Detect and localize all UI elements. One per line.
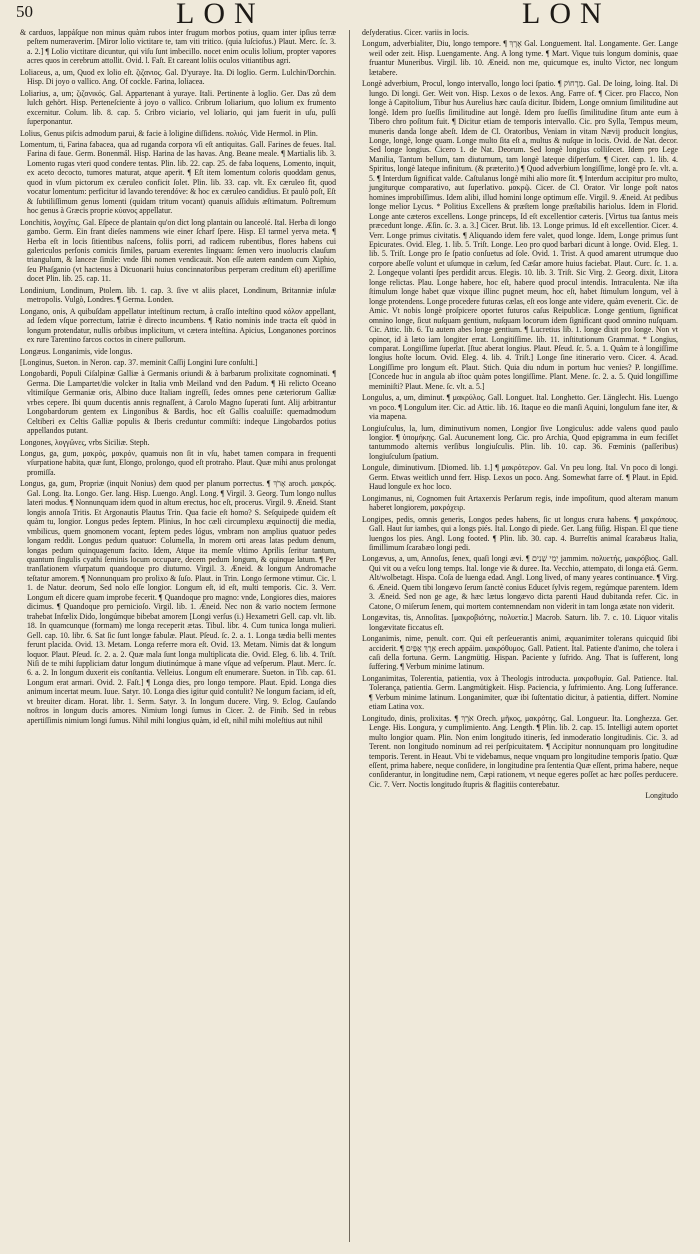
entry-paragraph: Loliarius, a, um; ζιζανικός. Gal. Appartenant à yuraye. Itali. Pertinente à loglio. Ger. Das zů dem lulch gehört. Hisp. Perteneſciente à joyo o vallico. Cribrum loliarium, quo lolium ex frumento excernitur. Colum. lib. 8. cap. 5. Cribro viciario, vel loliario, qui jam fuerit in uſu, pulſi ſuperponantur. [20,88,336,127]
page-number: 50 [16,2,33,21]
entry-paragraph: Longæus. Longanimis, vide longus. [20,346,133,356]
entry-paragraph: Loliaceus, a, um, Quod ex lolio eſt. ζιζανιος. Gal. D'yuraye. Ita. Di loglio. Germ. Lulchin/Dorchin. Hisp. Di joyo o vallico. Ang. Of cockle. Farina, loliacea. [20,67,336,87]
entry-paragraph: Longobardi, Populi Ciſalpinæ Galliæ à Germanis oriundi & à barbarum prolixitate cognominati. ¶ Germa. Die Lampartet/die volcker in Italia vmb Meiland vnd den Padum. ¶ Hi relicto Oceano vltimiſque Germaniæ oris, Albino duce Italiam ingreſſi, ſedes omnes pene cæteriorum Galliæ vrbes cepere. Ibi quum ducentis annis regnaſſent, à Carolo Magno ſuperati ſunt. Alij arbitrantur Longobardorum gentem ex Lingonibus & Bardis, hoc eſt Gallis coaluiſſe: quemadmodum Celtiberi ex Celtis Galliæ populis & Iberis creduntur commiſti: indeque Lingobardos potius appellandos putant. [20,369,336,436]
entry-paragraph: Lonchitis, λογχῖτις. Gal. Eſpece de plantain qu'on dict long plantain ou lanceolé. Ital. Herba di longo gambo. Germ. Ein frant dieſes nammens wie einer ſcharf ſpere. Hisp. El tarmel yerva meta. ¶ Herba eſt in locis ſitientibus naſcens, foliis porri, ad radicem rubentibus, flores habens cui galericulos perſonis comicis ſimiles, paruam exerentes linguam: ſemen vero inuolucris clauſum triangulum, & lanceæ ſimile: vnde ſibi nomen vendicauit. Non eſſe autem eandem cum Xiphio, ſeu Phaſganio (vt hactenus à Dicuonarii huius concinnatoribus perperam creditum eſt) aperiſſime docet Plin. lib. 25. cap. 11. [20,217,336,284]
entry-paragraph: Longimanus, ni, Cognomen fuit Artaxerxis Perſarum regis, inde impoſitum, quod alteram manum haberet longiorem, μακρόχειρ. [362,493,678,513]
catchword: Longitudo [645,791,678,801]
entry-paragraph: Longævus, a, um, Annoſus, ſenex, quaſi longi ævi. ¶ יְמֵי שָׁנִים jammim. πολυετής, μακρόβιος. Gall. Qui vit ou a veſcu long temps. Ital. longe vie & duree. Ita. Vecchio, attempato, di longa etá. Germ. Alt/wolbetagt. Hispa. Coſa de luenga edad. Angl. Long lived, of many yeares continuance. ¶ Virg. 6. Æneid. Quem tibi longævo ſerum ſanctè conius Educet ſylvis regem, regúmque parentem. Idem 3. Æneid. Sed non ge age, & hæc lætus longævo dicta parenti Haud dubitanda refer. Cic. in Catone, O miſerum ſenem, qui mortem contemnendam non viderit in tam longa ætate non viderit. [362,554,678,611]
entry-paragraph: Lomentum, ti, Farina fabacea, qua ad ruganda corpora vſi eſt antiquitas. Gall. Farines de feues. Ital. Farina di faue. Germ. Bonenmál. Hisp. Harina de las havas. Ang. Beane meale. ¶ Martialis lib. 3. Lomento rugas vteri quod condere tentas. Plin. lib. 22. cap. 25. de faba loquens, Lomento, inquit, ex aceto decocto, tumores maturat, atque aperit. ¶ Eſt item lomentum coloris quoddam genus, quod in vſum pictorum ex cæruleo conficit ſolet. Plin. lib. 33. cap. vlt. Ex cæruleo fit, quod vocatur lomentum: perficitur id lavando terendóve: & hoc ex cæruleo candidius. Et paulò poſt, Eſt & ſubtiliſſimum genus lomenti (quidam tritum vocant) quanuis aſſiduis æſtimatum. Poſtremum hoc genus à Græcis proprie κύανος appellatur. [20,139,336,216]
entry-paragraph: Longus, ga, gum, Propriæ (inquit Nonius) dem quod per planum porrectus. ¶ אָרֹךְ aroch. μακρός. Gal. Long. Ita. Longo. Ger. lang. Hisp. Luengo. Angl. Long. ¶ Virgil. 3. Georg. Tum longo nullus lateri modus. ¶ Nonnunquam idem quod in altum erectus, hoc eſt, procerus. Virgil. 9. Æneid. Stant longis annoſa Tritis. Et Argonautis Plautus Trin. Qua facie eſt homo? S. Seſquipede quidem eſt quàm tu, longior. Longus pedes ſeptem. Plinius, In hoc cæli circumplexu æquinoctij die media, vmbilicus, quem gnomonem vocant, ſeptem pedes lógus, vmbram non amplius quatuor pedes longam reddit. Longus pedum quatuor: Columella, In morem orti areas latas pedum denum, longas pedum quinquagenum facito. Idem, Atque ita memſe vltimo Aprilis ſeritur tantum, quantum ſingulis cyathi ſeminis locum occupare, decem pedum longum, & quinque latum. ¶ Per tranſlationem vſurpatum quandoque pro diuturno. Virgil. 3. Æneid. & longum Andromache teſtatur amorem. ¶ Nonnunquam pro prolixo & ſuſo. Plaut. in Trin. Longo ſermone vtimur. Cic. l. 1. de Natur. deorum, Sed nolo eſſe longior. Longum eſt, id eſt, multi temporis. Cic. 3. Verr. Longum eſt dicere quam improbe fecerit. ¶ Quandoque pro magno: vnde, Longiores dies, maiores dicimus. ¶ Quandoque pro pernicioſo. Virgil. lib. 1. Æneid. Nec non & vario noctem ſermone trahebat Infœlix Dido, longúmque bibebat amorem [Longi verſus (i.) Hexametri Gell. cap. vlt. lib. 18. In quamcunque (formam) me longa receperit ætas. Tibul. libr. 4. Cum tunica longa mulieri. Gell. cap. 10. libr. 6. Sat ſic ſunt longæ fabulæ. Plaut. Pſeud. ſc. 2. a. 1. Longa tædia belli mentes ferunt placida. Ovid. 13. Metam. Longa referre mora eſt. Ovid. 13. Metam. Nimis dat & longum loquor. Plaut. Pſeud. ſc. 2. a. 2. Quæ mala ſunt longa multiplicata die. Ovid. Eleg. 6. lib. 4. Triſt. Niſi de te mihi ſuppliciam datur longum diutinúmque à mane vſque ad veſperum. Plaut. Merc. ſc. 6. a. 2. In longum duxerit eis conſtantia. Velleius. Longum eſt enumerare. Sueton. in Tib. cap. 61. Longum erat armari. Ovid. 2. Faſt.] ¶ Longa dies, pro longo tempore. Plaut. Epid. Longa dies animum incertat meum. Iuue. Satyr. 10. Longa dies igitur quid contulit? Ne longum faciam, id eſt, vt breuiter dicam. Horat. libr. 1. Serm. Satyr. 3. In longum ducere. Virg. 9. Eclog. Cauſando noſtros in longum ducis amores. Nimium longi ſumus in Cicer. 2. de Finib. Sed in rebus apertiſſimis nimium longi ſumus. Nihil mihi longius quàm, id eſt, nihil mihi moleſtius aut nihil [20,479,336,725]
entry-paragraph: Longule, diminutivum. [Diomed. lib. 1.] ¶ μακρότερον. Gal. Vn peu long. Ital. Vn poco di longi. Germ. Etwas weitlich unnd ferr. Hisp. Lexos un poco. Ang. Somewhat farre of. ¶ Plaut. in Epid. Haud longule ex hoc loco. [362,463,678,492]
running-head-left: LON [176,0,265,30]
entry-paragraph: Longanimitas, Tolerentia, patientia, vox à Theologis introducta. μακροθυμία. Gal. Patience. Ital. Tolerança, patientia. Germ. Langmütigkeit. Hisp. Paciencia, y ſufrimiento. Ang. Long ſufferance. ¶ Verbum minime latinum. Longanimiter, quæ ibi ſuſtentatio dicitur, à patientia, differt. Nomine etiam Latina vox. [362,673,678,712]
entry-paragraph: Longè adverbium, Procul, longo intervallo, longo loci ſpatio. ¶ מֵרָחוֹק. Gal. De loing, loing. Ital. Di lungo. Di longi. Ger. Weit von. Hisp. Lexos o de lexos. Ang. Farre of. ¶ Cicer. pro Flacco, Non longe à Capitolium, Tibur hus Aurelius hæc cauſa dicitur. Ibidem, Longe omnium ſimilitudine aut longè. Idem pro ſueſſis ſimilitudine aut longè. Idem pro ſueſſis ſimilitudine ſitum ante eum à Tibero chro poſitum fuit. ¶ Dicitur etiam de temporis intervallo. Cic. pro Sylla, Tempus meum, muneris danda longe abeſt. Idem de Cl. Oratoribus, Veniam in vitam Nævij producit longius, Longe, longè, longe quam. Longe multo ſita eſt a, multus & nuſque in locis. Ovid. de Nat. decor. Sed longe longius. Cicero 1. de Nat. Deorum. Sed longè longius colliſecet. Idem pro Lege Manilia, Tantum bellum, tam diuturnum, tam longè lateque diſperſum. ¶ Cicer. cap. 1. lib. 4. Spiritus, longè lateque infinitum. (& præterito.) ¶ Quod adverbium longiſſime, longè pro ſe. vlt. a. 5. ¶ Interdum ſignificat valde. Caſtulanus longè mihi alio more ſit. ¶ Interdum accipitur pro multo, jungiturque comparativo, aut ſuperlativo. μακρῷ. Cicer. de Cl. Orator. Vir longe poſt natos homines improbiſſimus. Idem alibi, illud homini longe optimum eſſe. Virgil. 9. Æneid. At pedibus longe melior Lycus. * Politius Excellens & præſtem longe præſtabilis hariolus. Idem in Florid. Longe ante cæteros excellens. Longe princeps, Id eſt excellentior cæteris. [Virtus tua ſantus meis præcedunt longe. Æſin. ſc. 3. a. 3.] Cicer. Brut. lib. 13. Longe primus. Id eſt excellentior. Cicer. 4. Verr. Longe primus civitatis. ¶ Aliquando idem fere valet, quod longe. Idem, Longe primus ſunt Epicurates. Ovid. Eleg. 1. lib. 5. Triſt. Longe. Leo pro quod barbari dicunt à longe. Ovid. Eleg. 1. lib. 5. Triſt. Longe pro ſe ſpatio conſuetus ad ſole. Ovid. 1. Trist. A quod amarent utrumque duo corpore abeſſe volunt et uſumque in cælum, ſed Cæſar amore huius faciebat. Plaut. Curc. ſc. 1. a. 2. Longeque volanti ſpes perdidit arcus. Elegis. 10. lib. 3. Triſt. Sic Virg. 2. Georg. dixit, Litora longe relictas. Plau. Longe habere, hoc eſt, habere quod procul intendis. Intraculenta. Næ iſta ſtimulum longe habet quæ vixque illinc pugnet meum, hoc eſt, habet ſtimulum longum, vel à longe protendens. Longe procedere futuras cælas, eſt eos longe ante videre, quàm evenerit. Cic. de Amic. Vt nobis longè proſpicere oportet futuros caſus Reipublicæ. Longe gentium, ſignificat omnino longe, ſicut nuſquam gentium, nuſquam locorum idem ſignificant quod omnino nuſquam. Cic. Attic. lib. 6. Tu autem abes longe gentium. ¶ Lucretius lib. 1. longe dixit pro longe. Non vt opinor, id à læto iam longiter errat. Longitiſſime. lib. 11. inſtitutionum Grammat. * Longius, comparat. Longiſſime ſuperlat. [ſtuc aberat longius. Plaut. Pſeud. ſc. 5. a. 1. Quàm te à longiſſime longius hoſte locum. Ovid. Eleg. 4. lib. 4. Triſt.] Longe ſine itinerario vero. Cicer. 4. Acad. Longiſſime pro longum eſt. Plaut. Stich. Quia diu ndum in portum huc venies? P. longiſſime. [Concede huc in angula ab iſtoc quàm potes longiſſime. Plant. Mene. ſc. 2. a. 5. Quid longiſſime meminiſti? Plaut. Mene. ſc. vlt. a. 5.] [362,79,678,391]
right-column [362,28,678,1248]
entry-paragraph: Longitudo, dinis, prolixitas. ¶ אֹרֶךְ Orech. μῆκος, μακρότης. Gal. Longueur. Ita. Longhezza. Ger. Lenge. His. Longura, y cumplimiento. Ang. Length. ¶ Plin. lib. 2. cap. 15. Intelligi autem oportet multo longior quam. Plin. Non enim longitudo itineris, ſed inmoderatio longitudinis. Cic. 3. ad Terent. non longitudo nominum ad rei perſpicuitatem. ¶ Accipitur nonnunquam pro longitudine temporis. Terent. in Heaut. Vbi te videbamus, neque vnquam pro longitudine temporis ſpatio. Quæ eſſent, prima habere, neque conſidere, in longitudine pra ſententia Quæ eſſent, prima habere, neque conſiderantur, in longitudine nem, Cæpi rationem, vt neque egeres poſſet ac hæc poſſes perducere. Cic. 7. Verr. Noctis longitudo ſtupris & flagitiis conterebatur. [362,713,678,789]
entry-paragraph: Longiuſculus, la, lum, diminutivum nomen, Longior ſive Longiculus: adde valens quod paulo longior. ¶ ὑπομήκης. Gal. Aucunement long. Cic. pro Archia, Quod epigramma in eum feciſſet tantummodo alternis verſibus longiuſculis. Plin. lib. 10. cap. 36. Fœminis (paſſeribus) longiuſculum ſpatium. [362,423,678,461]
entry-paragraph: Longum, adverbialiter, Diu, longo tempore. ¶ אֶרֶךְ Gal. Longuement. Ital. Longamente. Ger. Lange weil oder zeit. Hisp. Luengamente. Ang. A long tyme. ¶ Mart. Vique tuis longum dominis, quae fruantur Muneribus. Virgil. lib. 10. Æneid. non me, quicumque es, inulto Victor, nec longum lætabere. [362,39,678,77]
entry-paragraph: Longævitas, tis, Annoſitas. [μακροβιότης, πολυετία.] Macrob. Saturn. lib. 7. c. 10. Liquor vitalis longævitate ficcatus eſt. [362,613,678,632]
entry-paragraph: deſyderatius. Cicer. variis in locis. [362,28,469,37]
entry-paragraph: Lolius, Genus piſcis admodum parui, & facie à loligine diſſidens. πολιός. Vide Hermol. in Plin. [20,128,318,138]
entry-paragraph: Longones, λογγῶνες, vrbs Siciliæ. Steph. [20,437,150,447]
entry-paragraph: Longulus, a, um, diminut. ¶ μακρύλος. Gall. Longuet. Ital. Longhetto. Ger. Länglecht. His. Luengo vn poco. ¶ Longulum iter. Cic. ad Attic. lib. 16. Itaque eo die manſi Aquini, longulum fane iter, & via mapena. [362,393,678,422]
entry-paragraph: [Longinus, Sueton. in Neron. cap. 37. meminit Caſſij Longini Iure conſulti.] [20,357,258,367]
entry-paragraph: Longanimis, nime, penult. corr. Qui eſt perſeuerantis animi, æquanimiter tolerans quicquid ſibi acciderit. ¶ אֶרֶךְ אַפַּיִם erech appáim. μακρόθυμος. Gall. Patient. Ital. Patiente d'animo, che tolera i caſi della fortuna. Germ. Langmütig. Hispan. Paciente y ſufrido. Ang. That is ſufferent, long ſuffering. ¶ Verbum minime latinum. [362,634,678,672]
entry-paragraph: Longipes, pedis, omnis generis, Longos pedes habens, ſic ut longus crura habens. ¶ μακρόπους. Gall. Haut ſur iambes, qui a longs piés. Ital. Longo di piede. Ger. Lang füſig. Hispan. El que tiene luengos los pies. Angl. Long footed. ¶ Plin. lib. 30. cap. 4. Burreſtis animal ſcarabæus Italia, ſimillimum ſcarabæo longi pedi. [362,514,678,553]
column-divider [349,30,350,1242]
running-head-right: LON [522,0,611,30]
entry-paragraph: Longus, ga, gum, μακρὸς, μακρόν, quamuis non ſit in vſu, habet tamen compara in frequenti vſurpatione habita, quæ ſunt, Elongo, prolongo, quod eſt protraho. Plaut. Quæ mihi anus prolongat promiſſa. [20,449,336,477]
left-column [20,28,336,1248]
page-header [0,0,700,30]
entry-paragraph: Longano, onis, A quibuſdam appellatur inteſtinum rectum, à craſſo inteſtino quod κόλον appellant, ad ſedem vſque porrectum, Iatriæ è directo incumbens. ¶ Ratio nominis inde tracta eſt quòd in longum protendatur, nullis orbibus implicitum, vt cætera inteſtina. Apicius, Longanones porcinos ex rure Tarentino farcos coctos in cinere pullorum. [20,306,336,345]
entry-paragraph: Londinium, Londinum, Ptolem. lib. 1. cap. 3. ſive vt aliis placet, Londinum, Britanniæ inſulæ metropolis. Vulgò, Londres. ¶ Germa. Londen. [20,285,336,305]
entry-paragraph: & carduos, lappáſque non minus quàm rubos inter frugum morbos potius, quam inter ipſius terræ peſtem numeraverim. [Miror lolio victitare te, tam viti tritico. (quia luſciofus.) Plaut. Merc. ſc. 3. a. 2.] ¶ Lolio victitare dicuntur, qui viſu ſunt imbecillo. nocet enim oculis lolium, propter vapores acres quos in cerebrum attollit. Ovid. l. Faſt. Et careant loliis oculos vitiantibus agri. [20,28,336,66]
